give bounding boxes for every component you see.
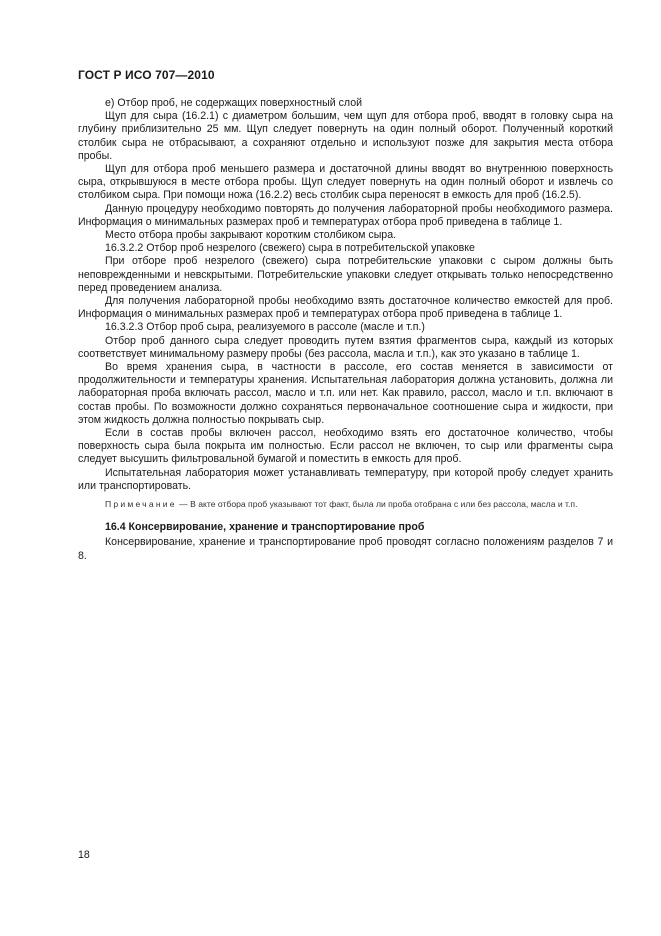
paragraph: Место отбора пробы закрывают коротким столбиком сыра. — [105, 229, 397, 242]
paragraph: Консервирование, хранение и транспортирование проб проводят согласно положениям разделов 7 и 8. — [78, 536, 613, 562]
document-body — [78, 97, 613, 563]
note — [78, 498, 613, 510]
paragraph: Щуп для сыра (16.2.1) с диаметром большим, чем щуп для отбора проб, вводят в головку сыра на глубину приблизительно 25 мм. Щуп следует повернуть на один полный оборот. Полученный короткий столбик сыра не отбрасывают, а сохраняют отдельно и используют позже для закрытия места отбора пробы. — [78, 110, 613, 162]
paragraph: Отбор проб данного сыра следует проводить путем взятия фрагментов сыра, каждый из которых соответствует минимальному размеру пробы (без рассола, масла и т.п.), как это указано в таблице 1. — [78, 334, 613, 360]
note-text: — В акте отбора проб указывают тот факт, была ли проба отобрана с или без рассола, масла и т.п. — [179, 499, 578, 510]
paragraph: Испытательная лаборатория может устанавливать температуру, при которой пробу следует хранить или транспортировать. — [78, 466, 613, 492]
paragraph: Во время хранения сыра, в частности в рассоле, его состав меняется в зависимости от продолжительности и температуры хранения. Испытательная лаборатория должна установить, должна ли лабораторная проба включать рассол, масло и т.п. или нет. Как правило, рассол, масло и т.п. включают в состав пробы. По возможности должно сохраняться первоначальное соотношение сыра и жидкости, при этом жидкость должна полностью покрывать сыр. — [78, 361, 613, 426]
subsection-heading: 16.3.2.3 Отбор проб сыра, реализуемого в рассоле (масле и т.п.) — [105, 321, 425, 334]
document-header: ГОСТ Р ИСО 707—2010 — [78, 68, 215, 82]
paragraph: Щуп для отбора проб меньшего размера и достаточной длины вводят во внутреннюю поверхность сыра, открывшуюся в месте отбора пробы. Щуп следует повернуть на один полный оборот и извлечь со столбиком сыра. При помощи ножа (16.2.2) весь столбик сыра переносят в емкость для проб (16.2.5). — [78, 163, 613, 202]
paragraph: Данную процедуру необходимо повторять до получения лабораторной пробы необходимого размера. Информация о минимальных размерах проб и температурах отбора проб приведена в таблице 1. — [78, 202, 613, 228]
note-label: Примечание — [105, 499, 177, 510]
subsection-heading: 16.3.2.2 Отбор проб незрелого (свежего) сыра в потребительской упаковке — [105, 242, 475, 255]
paragraph-item-e: е) Отбор проб, не содержащих поверхностный слой — [105, 97, 363, 109]
page-number: 18 — [78, 849, 90, 861]
section-heading: 16.4 Консервирование, хранение и транспортирование проб — [105, 521, 425, 534]
paragraph: При отборе проб незрелого (свежего) сыра потребительские упаковки с сыром должны быть неповрежденными и невскрытыми. Потребительские упаковки следует открывать только непосредственно перед проведением анализа. — [78, 255, 613, 294]
paragraph: Для получения лабораторной пробы необходимо взять достаточное количество емкостей для проб. Информация о минимальных размерах проб и температурах отбора проб приведена в таблице 1. — [78, 295, 613, 321]
paragraph: Если в состав пробы включен рассол, необходимо взять его достаточное количество, чтобы поверхность сыра была покрыта им полностью. Если рассол не включен, то сыр или фрагменты сыра следует высушить фильтровальной бумагой и поместить в емкость для проб. — [78, 427, 613, 466]
